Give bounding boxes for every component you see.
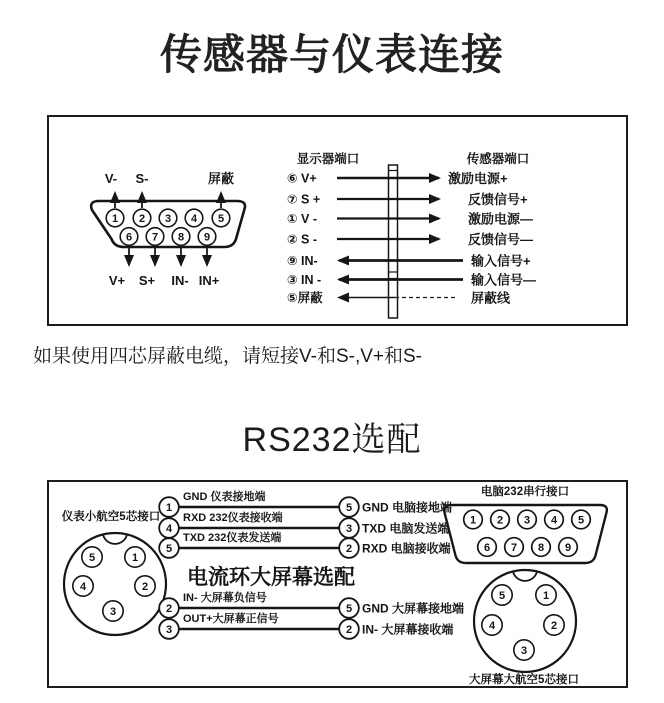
pin-number: 5 bbox=[498, 590, 506, 602]
pin-number: 1 bbox=[111, 213, 119, 225]
pin-number: 4 bbox=[550, 514, 558, 527]
pin-number: 2 bbox=[165, 603, 173, 615]
wire-left-label: OUT+大屏幕正信号 bbox=[183, 613, 279, 625]
display-port-header: 显示器端口 bbox=[296, 152, 360, 166]
pin-number: 7 bbox=[510, 542, 518, 554]
row-right-label: 激励电源— bbox=[468, 211, 534, 227]
wire-right-label: TXD 电脑发送端 bbox=[362, 521, 450, 536]
pin-number: 6 bbox=[483, 542, 491, 554]
row-right-label: 输入信号+ bbox=[471, 253, 531, 269]
instrument-aviation-connector bbox=[61, 509, 166, 635]
row-left-label: ⑨ IN- bbox=[287, 254, 318, 268]
pin-number: 3 bbox=[164, 213, 172, 225]
row-left-label: ⑥ V+ bbox=[287, 171, 317, 186]
cable-bar-body bbox=[389, 165, 398, 318]
pin-number: 6 bbox=[125, 231, 133, 244]
pin-number: 2 bbox=[496, 514, 504, 527]
pin-number: 2 bbox=[550, 620, 558, 632]
pin-number: 1 bbox=[131, 552, 139, 564]
pin-number: 5 bbox=[345, 502, 353, 514]
row-right-label: 反馈信号+ bbox=[468, 192, 528, 207]
pin-number: 4 bbox=[488, 620, 496, 632]
pin-number: 2 bbox=[345, 624, 353, 636]
pin-number: 7 bbox=[151, 231, 159, 244]
pin-number: 3 bbox=[345, 523, 353, 535]
pin-label: V+ bbox=[108, 273, 126, 288]
pin-number: 2 bbox=[141, 581, 149, 593]
pin-number: 9 bbox=[564, 542, 572, 554]
pin-number: 1 bbox=[469, 514, 477, 527]
pin-number: 2 bbox=[138, 213, 146, 225]
row-right-label: 屏蔽线 bbox=[471, 290, 511, 306]
cable-bar bbox=[389, 165, 398, 318]
pin-number: 5 bbox=[577, 514, 585, 527]
pin-number: 2 bbox=[345, 543, 353, 555]
connector-label: 仪表小航空5芯接口 bbox=[61, 511, 161, 523]
wire-right-label: GND 电脑接地端 bbox=[362, 500, 453, 515]
row-right-label: 激励电源+ bbox=[448, 171, 508, 186]
pin-number: 4 bbox=[190, 213, 198, 225]
pin-number: 5 bbox=[345, 603, 353, 615]
wire-left-label: GND 仪表接地端 bbox=[183, 491, 266, 503]
pin-number: 3 bbox=[523, 514, 531, 527]
wiring-note: 如果使用四芯屏蔽电缆，请短接V-和S-,V+和S- bbox=[33, 346, 422, 367]
pin-number: 4 bbox=[79, 581, 87, 593]
db9-instrument-connector bbox=[91, 171, 245, 288]
connector-notch bbox=[513, 572, 537, 581]
rs232-wiring-svg bbox=[49, 482, 626, 686]
pin-number: 5 bbox=[88, 552, 96, 564]
row-left-label: ① V - bbox=[287, 212, 318, 226]
pin-number: 3 bbox=[109, 606, 117, 618]
rs232-wiring-diagram bbox=[47, 480, 628, 688]
wire-rows bbox=[287, 171, 536, 306]
screen-aviation-connector bbox=[469, 570, 579, 686]
row-left-label: ⑤屏蔽 bbox=[287, 291, 323, 305]
wire-left-label: TXD 232仪表发送端 bbox=[183, 532, 282, 544]
current-loop-rows bbox=[159, 590, 464, 639]
wire-right-label: GND 大屏幕接地端 bbox=[362, 601, 465, 616]
pin-number: 5 bbox=[217, 213, 225, 225]
pin-number: 9 bbox=[203, 231, 211, 244]
page-title: 传感器与仪表连接 bbox=[159, 31, 504, 78]
pin-number: 5 bbox=[165, 543, 173, 555]
pc-serial-connector bbox=[444, 484, 607, 563]
pin-label: IN+ bbox=[198, 273, 220, 288]
connector-label: 大屏幕大航空5芯接口 bbox=[469, 674, 579, 686]
pin-label: S+ bbox=[138, 273, 156, 288]
sensor-wiring-diagram bbox=[47, 115, 628, 326]
pin-label: S- bbox=[135, 171, 149, 186]
wire-right-label: RXD 电脑接收端 bbox=[362, 541, 451, 556]
pin-number: 3 bbox=[520, 645, 528, 657]
row-right-label: 输入信号— bbox=[471, 272, 537, 288]
sensor-port-header: 传感器端口 bbox=[466, 152, 530, 166]
rs232-title: RS232选配 bbox=[242, 421, 422, 459]
pin-number: 1 bbox=[542, 590, 550, 602]
connector-notch bbox=[103, 535, 127, 544]
row-left-label: ② S - bbox=[287, 232, 318, 247]
pin-label: V- bbox=[104, 171, 118, 186]
rs232-wire-rows bbox=[159, 489, 452, 558]
current-loop-title: 电流环大屏幕选配 bbox=[187, 566, 355, 589]
row-left-label: ③ IN - bbox=[287, 273, 322, 287]
row-left-label: ⑦ S + bbox=[287, 192, 321, 207]
pin-number: 8 bbox=[177, 231, 185, 244]
pin-number: 8 bbox=[537, 542, 545, 554]
sensor-wiring-svg bbox=[49, 117, 626, 324]
db9-top-pins bbox=[106, 209, 230, 227]
connector-label: 电脑232串行接口 bbox=[480, 486, 570, 498]
wire-left-label: RXD 232仪表接收端 bbox=[183, 512, 283, 524]
pin-number: 4 bbox=[165, 523, 173, 535]
pin-label: IN- bbox=[171, 273, 189, 288]
db9-top-arrows bbox=[105, 171, 234, 208]
wire-left-label: IN- 大屏幕负信号 bbox=[183, 592, 267, 604]
db9-bottom-pins bbox=[120, 228, 216, 246]
pin-label: 屏蔽 bbox=[207, 171, 235, 186]
wire-right-label: IN- 大屏幕接收端 bbox=[362, 622, 454, 637]
pin-number: 3 bbox=[165, 624, 173, 636]
row-right-label: 反馈信号— bbox=[468, 232, 534, 247]
db9-bottom-arrows bbox=[109, 246, 220, 288]
pin-number: 1 bbox=[165, 502, 173, 514]
